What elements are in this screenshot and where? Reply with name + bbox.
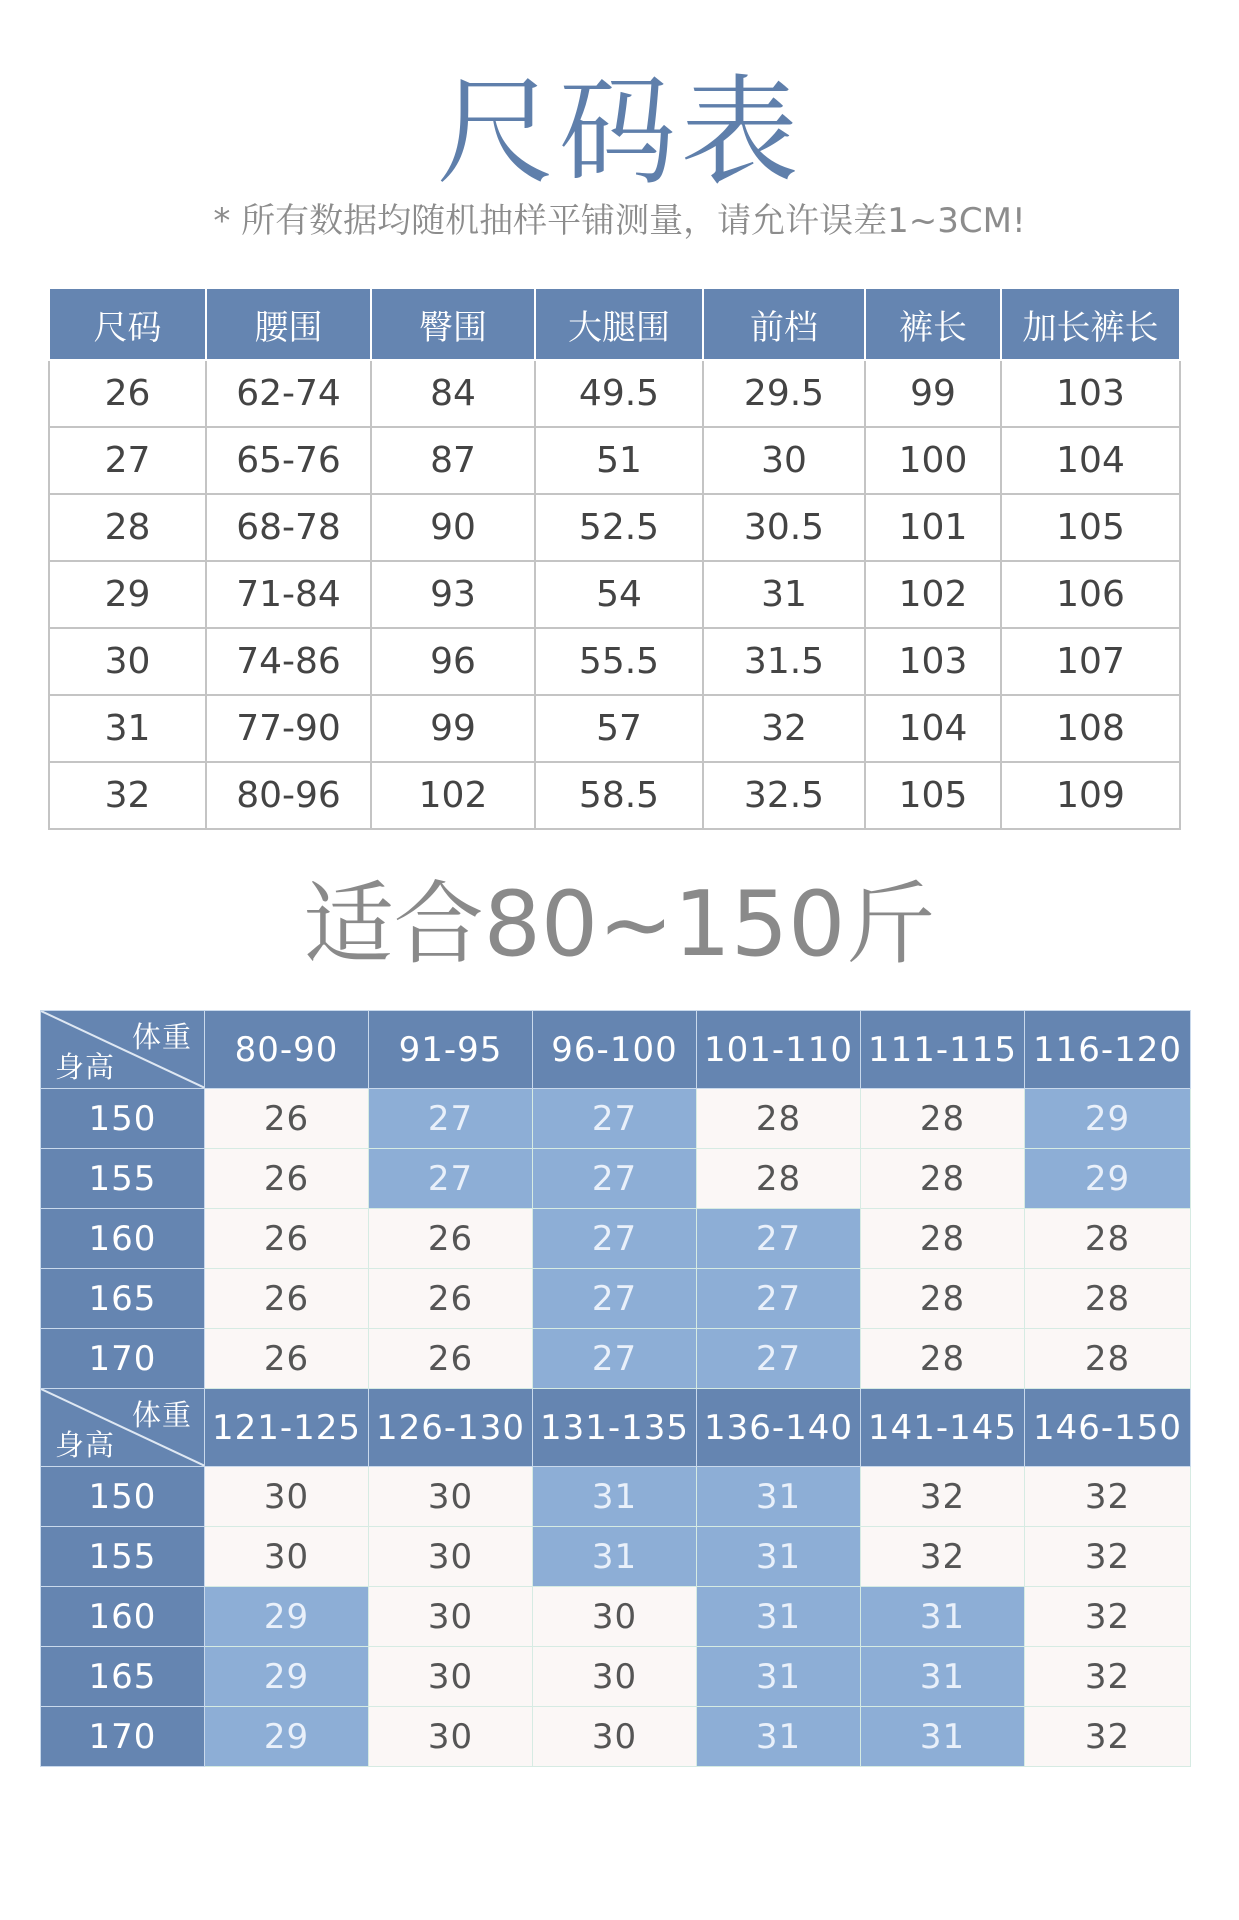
size-cell: 93: [371, 561, 535, 628]
size-cell: 102: [371, 762, 535, 829]
size-recommendation-cell: 32: [1025, 1527, 1191, 1587]
size-cell: 29: [49, 561, 206, 628]
size-cell: 31: [703, 561, 865, 628]
size-cell: 57: [535, 695, 703, 762]
size-cell: 103: [1001, 360, 1180, 427]
weight-header-row: [41, 1011, 1191, 1089]
size-recommendation-cell: 28: [1025, 1269, 1191, 1329]
height-row: [41, 1527, 1191, 1587]
header-long-pants-length: 加长裤长: [1001, 288, 1180, 360]
weight-range-header: 141-145: [861, 1389, 1025, 1467]
weight-range-header: 116-120: [1025, 1011, 1191, 1089]
size-cell: 99: [865, 360, 1001, 427]
height-label: 150: [41, 1467, 205, 1527]
size-recommendation-cell: 31: [861, 1647, 1025, 1707]
weight-range-header: 111-115: [861, 1011, 1025, 1089]
size-cell: 80-96: [206, 762, 371, 829]
size-cell: 68-78: [206, 494, 371, 561]
size-recommendation-cell: 28: [861, 1269, 1025, 1329]
size-recommendation-cell: 32: [861, 1527, 1025, 1587]
page-title: 尺码表: [436, 63, 803, 201]
size-row: [49, 494, 1180, 561]
size-recommendation-cell: 28: [1025, 1329, 1191, 1389]
height-label: 160: [41, 1209, 205, 1269]
size-recommendation-cell: 32: [1025, 1587, 1191, 1647]
size-cell: 49.5: [535, 360, 703, 427]
height-row: [41, 1647, 1191, 1707]
weight-size-table: [40, 1010, 1191, 1767]
size-recommendation-cell: 29: [205, 1587, 369, 1647]
size-cell: 77-90: [206, 695, 371, 762]
size-cell: 65-76: [206, 427, 371, 494]
size-recommendation-cell: 27: [697, 1269, 861, 1329]
size-recommendation-cell: 31: [697, 1467, 861, 1527]
size-row: [49, 360, 1180, 427]
size-recommendation-cell: 30: [533, 1647, 697, 1707]
corner-height-label: 身高: [55, 1428, 116, 1462]
size-row: [49, 762, 1180, 829]
size-recommendation-cell: 30: [369, 1707, 533, 1767]
size-recommendation-cell: 26: [369, 1329, 533, 1389]
weight-range-header: 136-140: [697, 1389, 861, 1467]
corner-height-label: 身高: [55, 1050, 116, 1084]
size-recommendation-cell: 26: [205, 1269, 369, 1329]
weight-range-header: 96-100: [533, 1011, 697, 1089]
weight-range-header: 121-125: [205, 1389, 369, 1467]
height-row: [41, 1467, 1191, 1527]
size-cell: 32: [703, 695, 865, 762]
size-recommendation-cell: 28: [1025, 1209, 1191, 1269]
height-row: [41, 1089, 1191, 1149]
size-cell: 54: [535, 561, 703, 628]
weight-range-header: 91-95: [369, 1011, 533, 1089]
size-cell: 31.5: [703, 628, 865, 695]
corner-header: [41, 1389, 205, 1467]
size-recommendation-cell: 32: [861, 1467, 1025, 1527]
size-recommendation-cell: 26: [205, 1149, 369, 1209]
size-cell: 99: [371, 695, 535, 762]
size-recommendation-cell: 31: [697, 1527, 861, 1587]
size-recommendation-cell: 28: [697, 1089, 861, 1149]
size-cell: 31: [49, 695, 206, 762]
size-recommendation-cell: 27: [697, 1329, 861, 1389]
size-cell: 71-84: [206, 561, 371, 628]
size-cell: 84: [371, 360, 535, 427]
size-cell: 108: [1001, 695, 1180, 762]
height-row: [41, 1329, 1191, 1389]
size-cell: 29.5: [703, 360, 865, 427]
size-recommendation-cell: 29: [1025, 1089, 1191, 1149]
height-label: 165: [41, 1269, 205, 1329]
height-label: 170: [41, 1707, 205, 1767]
size-recommendation-cell: 28: [861, 1149, 1025, 1209]
size-recommendation-cell: 29: [205, 1707, 369, 1767]
size-cell: 105: [1001, 494, 1180, 561]
header-size: 尺码: [49, 288, 206, 360]
weight-range-header: 126-130: [369, 1389, 533, 1467]
size-cell: 30: [703, 427, 865, 494]
size-recommendation-cell: 27: [697, 1209, 861, 1269]
size-recommendation-cell: 30: [533, 1587, 697, 1647]
corner-weight-label: 体重: [131, 1398, 192, 1432]
height-row: [41, 1707, 1191, 1767]
weight-range-header: 146-150: [1025, 1389, 1191, 1467]
size-recommendation-cell: 30: [369, 1527, 533, 1587]
size-cell: 62-74: [206, 360, 371, 427]
size-cell: 52.5: [535, 494, 703, 561]
size-cell: 105: [865, 762, 1001, 829]
size-cell: 74-86: [206, 628, 371, 695]
measurement-note: * 所有数据均随机抽样平铺测量，请允许误差1~3CM!: [213, 201, 1026, 241]
size-recommendation-cell: 32: [1025, 1467, 1191, 1527]
size-recommendation-cell: 28: [697, 1149, 861, 1209]
corner-header: [41, 1011, 205, 1089]
header-front-rise: 前档: [703, 288, 865, 360]
height-row: [41, 1269, 1191, 1329]
size-cell: 106: [1001, 561, 1180, 628]
size-recommendation-cell: 31: [533, 1467, 697, 1527]
size-recommendation-cell: 26: [369, 1209, 533, 1269]
weight-range-header: 80-90: [205, 1011, 369, 1089]
height-label: 160: [41, 1587, 205, 1647]
height-label: 155: [41, 1149, 205, 1209]
height-row: [41, 1587, 1191, 1647]
size-cell: 87: [371, 427, 535, 494]
size-cell: 26: [49, 360, 206, 427]
weight-range-header: 101-110: [697, 1011, 861, 1089]
size-cell: 104: [1001, 427, 1180, 494]
size-recommendation-cell: 31: [697, 1587, 861, 1647]
size-cell: 51: [535, 427, 703, 494]
size-cell: 104: [865, 695, 1001, 762]
size-recommendation-cell: 26: [205, 1329, 369, 1389]
size-recommendation-cell: 27: [533, 1089, 697, 1149]
size-recommendation-cell: 32: [1025, 1707, 1191, 1767]
size-recommendation-cell: 30: [205, 1467, 369, 1527]
size-recommendation-cell: 26: [205, 1209, 369, 1269]
header-waist: 腰围: [206, 288, 371, 360]
size-table-header-row: [49, 288, 1180, 360]
size-recommendation-cell: 29: [1025, 1149, 1191, 1209]
size-row: [49, 561, 1180, 628]
size-cell: 58.5: [535, 762, 703, 829]
corner-weight-label: 体重: [131, 1020, 192, 1054]
size-recommendation-cell: 30: [533, 1707, 697, 1767]
height-label: 150: [41, 1089, 205, 1149]
size-recommendation-cell: 27: [533, 1149, 697, 1209]
size-recommendation-cell: 31: [533, 1527, 697, 1587]
size-cell: 107: [1001, 628, 1180, 695]
size-cell: 32: [49, 762, 206, 829]
size-recommendation-cell: 27: [369, 1089, 533, 1149]
size-recommendation-cell: 28: [861, 1329, 1025, 1389]
size-recommendation-cell: 28: [861, 1209, 1025, 1269]
size-cell: 96: [371, 628, 535, 695]
header-hip: 臀围: [371, 288, 535, 360]
size-cell: 103: [865, 628, 1001, 695]
weight-range-heading: 适合80~150斤: [303, 872, 936, 977]
size-cell: 30: [49, 628, 206, 695]
height-label: 170: [41, 1329, 205, 1389]
size-cell: 100: [865, 427, 1001, 494]
height-label: 165: [41, 1647, 205, 1707]
size-cell: 27: [49, 427, 206, 494]
size-recommendation-cell: 27: [533, 1209, 697, 1269]
size-recommendation-cell: 26: [205, 1089, 369, 1149]
size-table: [48, 287, 1181, 830]
size-recommendation-cell: 30: [205, 1527, 369, 1587]
size-recommendation-cell: 32: [1025, 1647, 1191, 1707]
size-recommendation-cell: 29: [205, 1647, 369, 1707]
size-row: [49, 427, 1180, 494]
height-row: [41, 1149, 1191, 1209]
size-recommendation-cell: 30: [369, 1587, 533, 1647]
size-row: [49, 695, 1180, 762]
size-cell: 30.5: [703, 494, 865, 561]
header-pants-length: 裤长: [865, 288, 1001, 360]
size-cell: 101: [865, 494, 1001, 561]
size-recommendation-cell: 26: [369, 1269, 533, 1329]
size-recommendation-cell: 30: [369, 1467, 533, 1527]
size-recommendation-cell: 31: [861, 1587, 1025, 1647]
height-row: [41, 1209, 1191, 1269]
size-recommendation-cell: 27: [533, 1269, 697, 1329]
height-label: 155: [41, 1527, 205, 1587]
size-cell: 90: [371, 494, 535, 561]
size-row: [49, 628, 1180, 695]
size-cell: 28: [49, 494, 206, 561]
size-cell: 55.5: [535, 628, 703, 695]
size-recommendation-cell: 28: [861, 1089, 1025, 1149]
size-cell: 109: [1001, 762, 1180, 829]
size-cell: 32.5: [703, 762, 865, 829]
size-recommendation-cell: 31: [697, 1707, 861, 1767]
size-recommendation-cell: 27: [369, 1149, 533, 1209]
size-recommendation-cell: 30: [369, 1647, 533, 1707]
size-cell: 102: [865, 561, 1001, 628]
size-recommendation-cell: 27: [533, 1329, 697, 1389]
size-recommendation-cell: 31: [861, 1707, 1025, 1767]
weight-header-row: [41, 1389, 1191, 1467]
header-thigh: 大腿围: [535, 288, 703, 360]
weight-range-header: 131-135: [533, 1389, 697, 1467]
size-recommendation-cell: 31: [697, 1647, 861, 1707]
